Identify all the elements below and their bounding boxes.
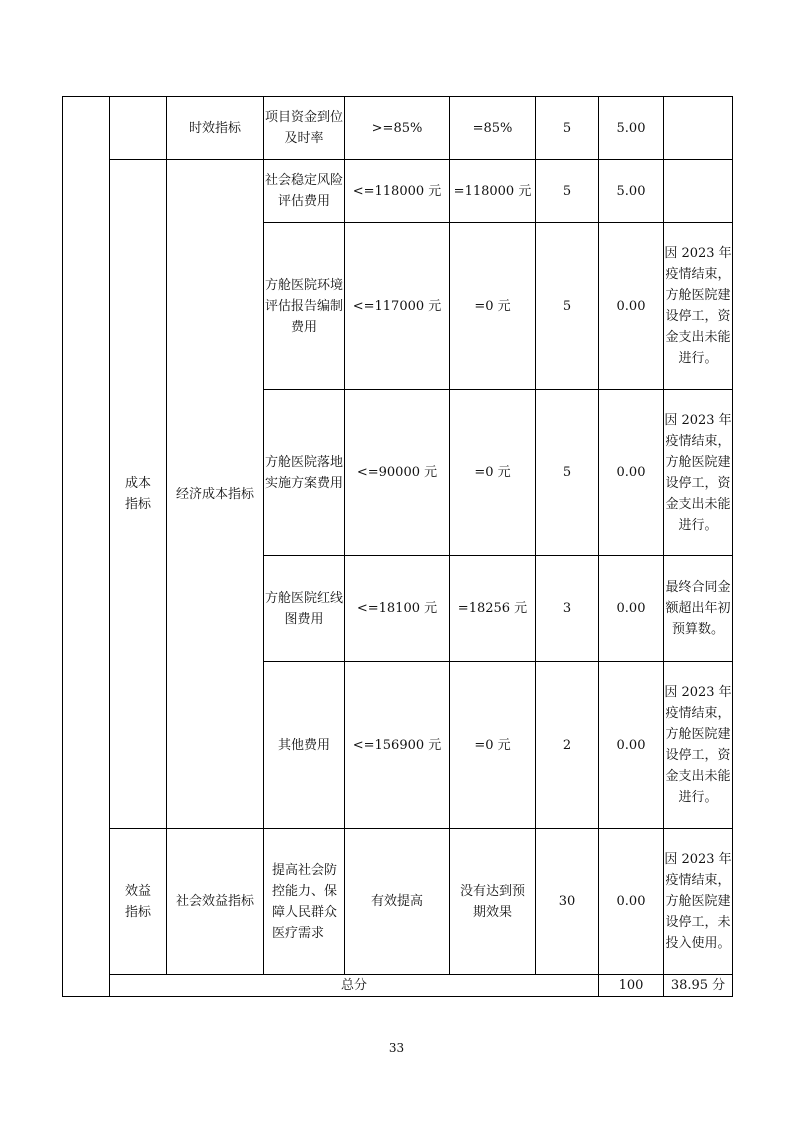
target-cell: 有效提高 — [345, 829, 450, 975]
actual-cell: 没有达到预期效果 — [450, 829, 536, 975]
remark-cell — [664, 97, 733, 160]
weight-cell: 5 — [536, 223, 599, 390]
level3-cell: 方舱医院落地实施方案费用 — [264, 390, 345, 556]
performance-table — [62, 96, 733, 997]
score-cell: 5.00 — [599, 97, 664, 160]
weight-cell: 5 — [536, 97, 599, 160]
actual-cell: =0 元 — [450, 390, 536, 556]
weight-cell: 5 — [536, 160, 599, 223]
level3-cell: 方舱医院红线图费用 — [264, 556, 345, 662]
actual-cell: =0 元 — [450, 223, 536, 390]
actual-cell: =18256 元 — [450, 556, 536, 662]
weight-cell: 3 — [536, 556, 599, 662]
actual-cell: =0 元 — [450, 662, 536, 829]
table-row — [63, 97, 733, 160]
page-number: 33 — [388, 1041, 405, 1055]
target-cell: <=117000 元 — [345, 223, 450, 390]
total-weight: 100 — [599, 975, 664, 997]
actual-cell: =118000 元 — [450, 160, 536, 223]
level1-cell-cost: 成本指标 — [110, 160, 167, 829]
remark-cell: 最终合同金额超出年初预算数。 — [664, 556, 733, 662]
level2-cell: 时效指标 — [167, 97, 264, 160]
score-cell: 0.00 — [599, 662, 664, 829]
target-cell: <=118000 元 — [345, 160, 450, 223]
remark-cell: 因 2023 年疫情结束，方舱医院建设停工，资金支出未能进行。 — [664, 223, 733, 390]
weight-cell: 5 — [536, 390, 599, 556]
total-label: 总分 — [110, 975, 599, 997]
target-cell: >=85% — [345, 97, 450, 160]
target-cell: <=18100 元 — [345, 556, 450, 662]
total-score: 38.95 分 — [664, 975, 733, 997]
remark-cell: 因 2023 年疫情结束，方舱医院建设停工，未投入使用。 — [664, 829, 733, 975]
score-cell: 0.00 — [599, 829, 664, 975]
level3-cell: 社会稳定风险评估费用 — [264, 160, 345, 223]
score-cell: 0.00 — [599, 390, 664, 556]
level1-cell — [110, 97, 167, 160]
blank-level0-cell — [63, 97, 110, 997]
target-cell: <=90000 元 — [345, 390, 450, 556]
level2-cell-economic-cost: 经济成本指标 — [167, 160, 264, 829]
score-cell: 0.00 — [599, 223, 664, 390]
level1-cell-benefit: 效益指标 — [110, 829, 167, 975]
table-row — [63, 829, 733, 975]
level3-cell: 其他费用 — [264, 662, 345, 829]
remark-cell — [664, 160, 733, 223]
level3-cell: 提高社会防控能力、保障人民群众医疗需求 — [264, 829, 345, 975]
score-cell: 0.00 — [599, 556, 664, 662]
target-cell: <=156900 元 — [345, 662, 450, 829]
level2-cell: 社会效益指标 — [167, 829, 264, 975]
total-row — [63, 975, 733, 997]
weight-cell: 2 — [536, 662, 599, 829]
level3-cell: 方舱医院环境评估报告编制费用 — [264, 223, 345, 390]
table-row — [63, 160, 733, 223]
weight-cell: 30 — [536, 829, 599, 975]
remark-cell: 因 2023 年疫情结束，方舱医院建设停工，资金支出未能进行。 — [664, 390, 733, 556]
remark-cell: 因 2023 年疫情结束，方舱医院建设停工，资金支出未能进行。 — [664, 662, 733, 829]
level3-cell: 项目资金到位及时率 — [264, 97, 345, 160]
actual-cell: =85% — [450, 97, 536, 160]
score-cell: 5.00 — [599, 160, 664, 223]
